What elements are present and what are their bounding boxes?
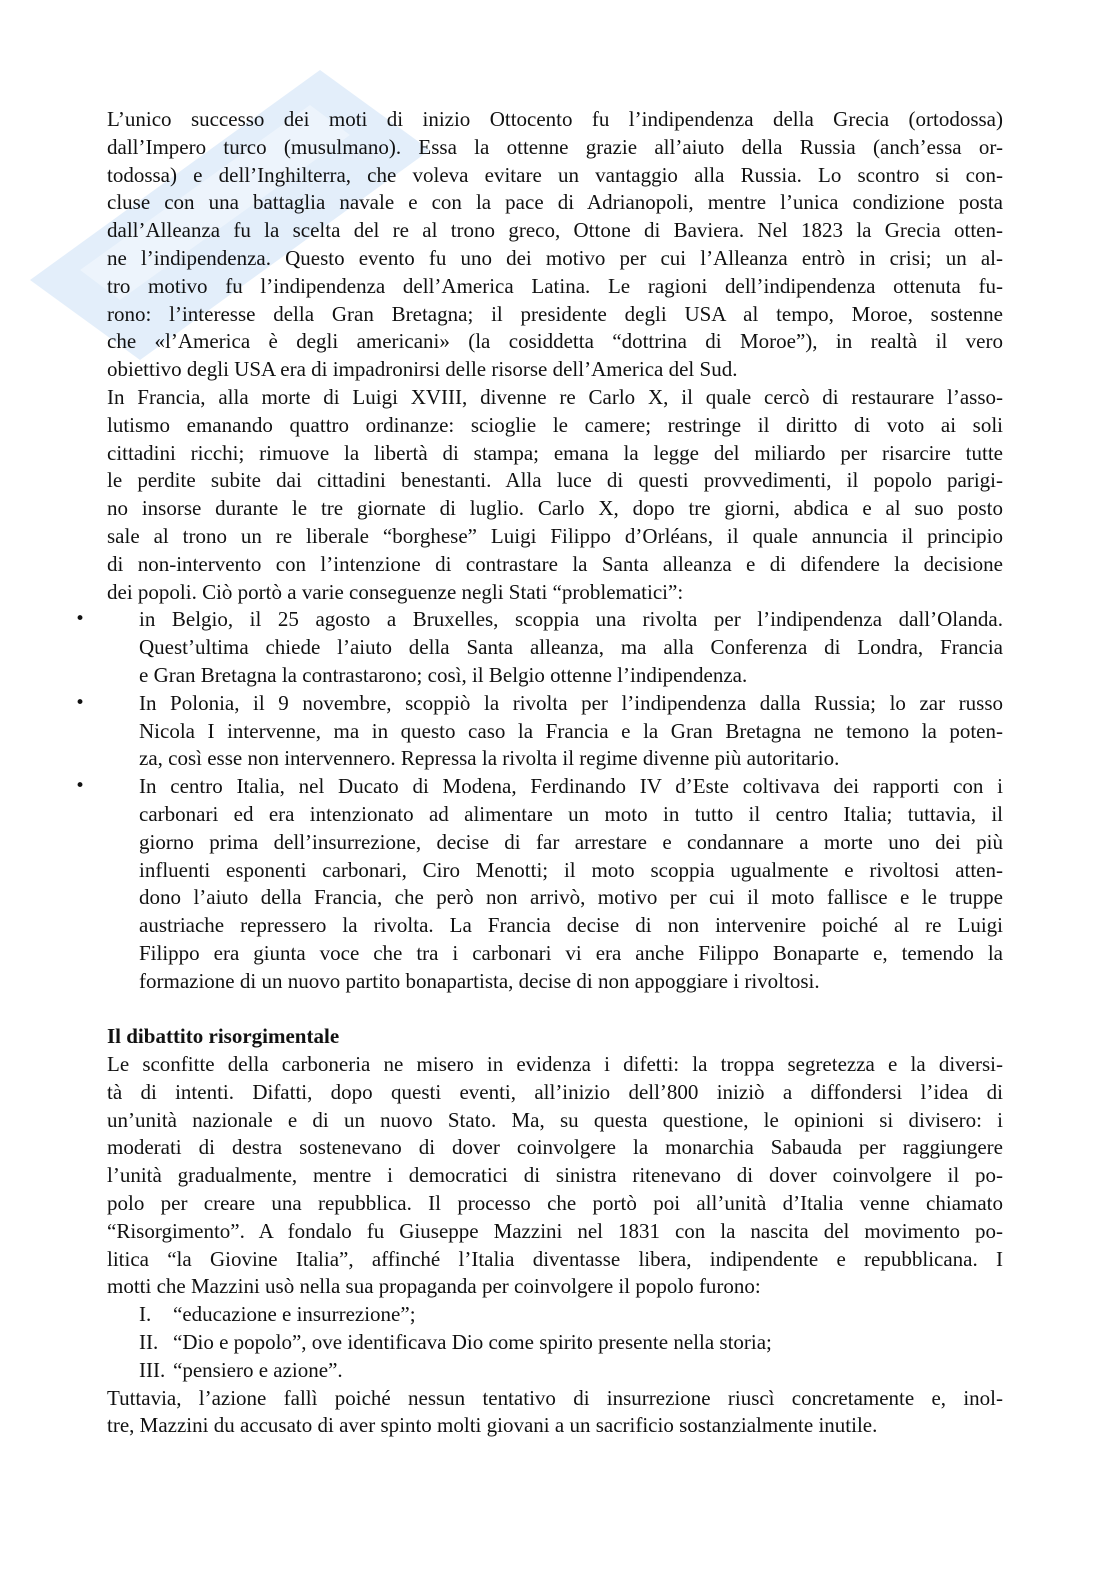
bullet-line: • In Polonia, il 9 novembre, scoppiò la rivolta per l’indipendenza dalla Russia; lo zar russo [107, 690, 1003, 718]
text-line: dall’Impero turco (musulmano). Essa la ottenne grazie all’aiuto della Russia (anch’essa or- [107, 134, 1003, 159]
text-line: ne l’indipendenza. Questo evento fu uno dei motivo per cui l’Alleanza entrò in crisi; un al- [107, 245, 1003, 270]
bullet-line: e Gran Bretagna la contrastarono; così, il Belgio ottenne l’indipendenza. [139, 662, 748, 687]
text-line: todossa) e dell’Inghilterra, che voleva evitare un vantaggio alla Russia. Lo scontro si con- [107, 162, 1003, 187]
motto-text: “Dio e popolo”, ove identificava Dio come spirito presente nella storia; [173, 1330, 772, 1355]
bullet-item-italy [107, 773, 1003, 995]
text-line: di non-intervento con l’intenzione di contrastare la Santa alleanza e di difendere la decisione [107, 551, 1003, 576]
text-line: moderati di destra sostenevano di dover coinvolgere la monarchia Sabauda per raggiungere [107, 1135, 1003, 1160]
text-line: obiettivo degli USA era di impadronirsi delle risorse dell’America del Sud. [107, 357, 738, 382]
text-line: dei popoli. Ciò portò a varie conseguenze negli Stati “problematici”: [107, 579, 684, 604]
motto-item [107, 1301, 1003, 1329]
bullet-line: • In centro Italia, nel Ducato di Modena, Ferdinando IV d’Este coltivava dei rapporti con i [107, 773, 1003, 801]
text-line: “Risorgimento”. A fondalo fu Giuseppe Mazzini nel 1831 con la nascita del movimento po- [107, 1218, 1003, 1243]
text-line: In Francia, alla morte di Luigi XVIII, divenne re Carlo X, il quale cercò di restaurare l’asso- [107, 384, 1003, 409]
bullet-line: formazione di un nuovo partito bonapartista, decise di non appoggiare i rivoltosi. [139, 968, 820, 993]
bullet-item-poland [107, 690, 1003, 773]
motto-list [107, 1301, 1003, 1384]
text-line: l’unità gradualmente, mentre i democratici di sinistra ritenevano di dover coinvolgere il po- [107, 1163, 1003, 1188]
text-line: lutismo emanando quattro ordinanze: scioglie le camere; restringe il diritto di voto ai soli [107, 412, 1003, 437]
text-line: le perdite subite dai cittadini benestanti. Alla luce di questi provvedimenti, il popolo parigi- [107, 468, 1003, 493]
text-line: polo per creare una repubblica. Il processo che portò poi all’unità d’Italia venne chiamato [107, 1191, 1003, 1216]
text-line: tre, Mazzini du accusato di aver spinto molti giovani a un sacrificio sostanzialmente inutile. [107, 1413, 878, 1438]
bullet-line: giorno prima dell’insurrezione, decise di far arrestare e condannare a morte uno dei più [139, 829, 1003, 854]
bullet-list [107, 606, 1003, 995]
paragraph-greece [107, 106, 1003, 384]
text-line: litica “la Giovine Italia”, affinché l’Italia diventasse libera, indipendente e repubblicana. I [107, 1246, 1003, 1271]
motto-number: II. [139, 1330, 159, 1355]
motto-text: “pensiero e azione”. [173, 1357, 343, 1382]
text-line: sale al trono un re liberale “borghese” Luigi Filippo d’Orléans, il quale annuncia il principio [107, 523, 1003, 548]
bullet-line: Nicola I intervenne, ma in questo caso la Francia e la Gran Bretagna ne temono la poten- [139, 718, 1003, 743]
motto-text: “educazione e insurrezione”; [173, 1302, 416, 1327]
paragraph-france [107, 384, 1003, 606]
text-line: motti che Mazzini usò nella sua propaganda per coinvolgere il popolo furono: [107, 1274, 761, 1299]
bullet-line: Filippo era giunta voce che tra i carbonari vi era anche Filippo Bonaparte e, temendo la [139, 940, 1003, 965]
motto-number: III. [139, 1357, 166, 1382]
text-line: cittadini ricchi; rimuove la libertà di stampa; emana la legge del miliardo per risarcire tutte [107, 440, 1003, 465]
text-line: L’unico successo dei moti di inizio Ottocento fu l’indipendenza della Grecia (ortodossa) [107, 107, 1003, 131]
bullet-line: carbonari ed era intenzionato ad alimentare un moto in tutto il centro Italia; tuttavia, il [139, 801, 1003, 826]
motto-number: I. [139, 1302, 152, 1327]
paragraph-risorgimento [107, 1051, 1003, 1301]
bullet-item-belgium [107, 606, 1003, 689]
text-line: cluse con una battaglia navale e con la pace di Adrianopoli, mentre l’unica condizione posta [107, 190, 1003, 215]
text-line: Tuttavia, l’azione fallì poiché nessun tentativo di insurrezione riuscì concretamente e, inol- [107, 1385, 1003, 1410]
text-line: Le sconfitte della carboneria ne misero in evidenza i difetti: la troppa segretezza e la diversi- [107, 1052, 1003, 1077]
text-line: che «l’America è degli americani» (la cosiddetta “dottrina di Moroe”), in realtà il vero [107, 329, 1003, 354]
bullet-line: • in Belgio, il 25 agosto a Bruxelles, scoppia una rivolta per l’indipendenza dall’Olanda. [107, 606, 1003, 634]
paragraph-closing [107, 1385, 1003, 1441]
text-line: rono: l’interesse della Gran Bretagna; il presidente degli USA al tempo, Moroe, sostenne [107, 301, 1003, 326]
text-line: dall’Alleanza fu la scelta del re al trono greco, Ottone di Baviera. Nel 1823 la Grecia otten- [107, 218, 1003, 243]
text-line: tà di intenti. Difatti, dopo questi eventi, all’inizio dell’800 iniziò a diffondersi l’idea di [107, 1079, 1003, 1104]
bullet-line: influenti esponenti carbonari, Ciro Menotti; il moto scoppia ugualmente e rivoltosi atten- [139, 857, 1003, 882]
section-heading: Il dibattito risorgimentale [107, 1024, 340, 1049]
motto-item [107, 1329, 1003, 1357]
document-page [107, 106, 1003, 1440]
text-line: no insorse durante le tre giornate di luglio. Carlo X, dopo tre giorni, abdica e al suo posto [107, 496, 1003, 521]
bullet-line: dono l’aiuto della Francia, che però non arrivò, motivo per cui il moto fallisce e le truppe [139, 885, 1003, 910]
text-line: tro motivo fu l’indipendenza dell’America Latina. Le ragioni dell’indipendenza ottenuta fu- [107, 273, 1003, 298]
bullet-line: Quest’ultima chiede l’aiuto della Santa alleanza, ma alla Conferenza di Londra, Francia [139, 635, 1003, 660]
text-line: un’unità nazionale e di un nuovo Stato. Ma, su questa questione, le opinioni si divisero: i [107, 1107, 1003, 1132]
motto-item [107, 1357, 1003, 1385]
bullet-line: za, così esse non intervennero. Repressa la rivolta il regime divenne più autoritario. [139, 746, 840, 771]
bullet-line: austriache repressero la rivolta. La Francia decise di non intervenire poiché al re Luigi [139, 913, 1003, 938]
